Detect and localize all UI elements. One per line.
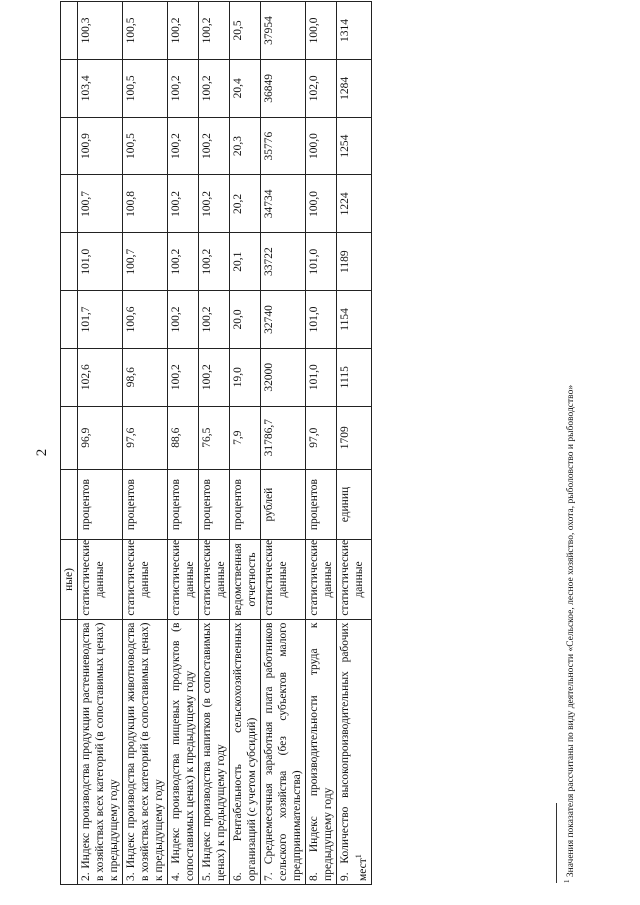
cell-value: 100,7: [78, 175, 123, 233]
cell-value: 100,7: [123, 233, 168, 291]
cell-source-fragment: ные): [61, 540, 78, 619]
cell-value: 100,8: [123, 175, 168, 233]
table-row: [261, 2, 306, 885]
cell-value: 20,5: [230, 2, 261, 60]
cell-value: 1254: [337, 117, 372, 175]
cell-empty: [61, 469, 78, 540]
cell-value: 100,5: [123, 59, 168, 117]
table-row: [306, 2, 337, 885]
cell-source: статистические данные: [261, 540, 306, 619]
cell-indicator: [123, 619, 168, 884]
cell-empty: [61, 233, 78, 291]
cell-value: 101,0: [78, 233, 123, 291]
cell-unit: процентов: [123, 469, 168, 540]
indicator-text: 6. Рентабельность сельскохозяйственных организаций (с учетом субсидий): [232, 622, 258, 881]
table-body: [61, 2, 372, 885]
cell-unit: единиц: [337, 469, 372, 540]
footnote-ref: 1: [354, 854, 363, 859]
indicator-text: 9. Количество высокопроизводительных рабочих мест: [339, 622, 369, 881]
cell-indicator: [168, 619, 199, 884]
cell-empty: [61, 175, 78, 233]
cell-value: 1314: [337, 2, 372, 60]
cell-source: ведомственная отчетность: [230, 540, 261, 619]
cell-unit: процентов: [168, 469, 199, 540]
cell-value: 1709: [337, 406, 372, 469]
footnote-mark: 1: [563, 879, 571, 883]
cell-value: 100,2: [199, 348, 230, 406]
cell-value: 100,5: [123, 2, 168, 60]
cell-value: 1224: [337, 175, 372, 233]
page-number: 2: [34, 448, 50, 457]
cell-value: 20,0: [230, 291, 261, 349]
cell-value: 100,2: [199, 117, 230, 175]
cell-value: 31786,7: [261, 406, 306, 469]
cell-value: 97,0: [306, 406, 337, 469]
indicator-text: 7. Среднемесячная заработная плата работников сельского хозяйства (без субъектов малого предпринимательства): [263, 622, 303, 881]
cell-value: 100,2: [168, 291, 199, 349]
cell-source: статистические данные: [199, 540, 230, 619]
indicator-text: 8. Индекс производительности труда к предыдущему году: [308, 622, 334, 881]
cell-empty: [61, 59, 78, 117]
cell-value: 100,2: [168, 59, 199, 117]
cell-value: 101,7: [78, 291, 123, 349]
cell-value: 100,2: [199, 59, 230, 117]
indicator-text: 5. Индекс производства напитков (в сопоставимых ценах) к предыдущему году: [201, 622, 227, 881]
cell-value: 100,3: [78, 2, 123, 60]
indicator-text: 4. Индекс производства пищевых продуктов (в сопоставимых ценах) к предыдущему году: [170, 622, 196, 881]
cell-empty: [61, 619, 78, 884]
cell-empty: [61, 117, 78, 175]
footnote: [561, 23, 577, 883]
cell-value: 76,5: [199, 406, 230, 469]
cell-value: 32740: [261, 291, 306, 349]
cell-value: 20,4: [230, 59, 261, 117]
cell-empty: [61, 348, 78, 406]
cell-value: 1154: [337, 291, 372, 349]
indicator-text: 3. Индекс производства продукции животноводства в хозяйствах всех категорий (в сопоставимых ценах) к предыдущему году: [125, 622, 165, 881]
footnote-divider: [556, 803, 557, 883]
cell-value: 35776: [261, 117, 306, 175]
indicators-table: [60, 1, 372, 885]
cell-indicator: [230, 619, 261, 884]
cell-indicator: [261, 619, 306, 884]
cell-value: 101,0: [306, 233, 337, 291]
cell-value: 32000: [261, 348, 306, 406]
cell-unit: процентов: [78, 469, 123, 540]
cell-source: статистические данные: [306, 540, 337, 619]
cell-indicator: [78, 619, 123, 884]
table-row: [123, 2, 168, 885]
cell-value: 100,0: [306, 117, 337, 175]
cell-value: 100,2: [168, 175, 199, 233]
cell-value: 100,2: [168, 233, 199, 291]
cell-value: 36849: [261, 59, 306, 117]
cell-indicator: [306, 619, 337, 884]
cell-empty: [61, 291, 78, 349]
cell-value: 103,4: [78, 59, 123, 117]
cell-value: 19,0: [230, 348, 261, 406]
cell-value: 100,2: [199, 175, 230, 233]
cell-value: 102,0: [306, 59, 337, 117]
cell-value: 1115: [337, 348, 372, 406]
cell-value: 100,2: [199, 2, 230, 60]
table-row-fragment: [61, 2, 78, 885]
cell-value: 1284: [337, 59, 372, 117]
cell-value: 101,0: [306, 348, 337, 406]
cell-indicator: [337, 619, 372, 884]
cell-value: 97,6: [123, 406, 168, 469]
cell-value: 96,9: [78, 406, 123, 469]
cell-value: 100,2: [168, 348, 199, 406]
footnote-text: Значения показателя рассчитаны по виду деятельности «Сельское, лесное хозяйство, охота, рыболовство и рыбоводство»: [566, 384, 577, 878]
cell-value: 100,6: [123, 291, 168, 349]
cell-unit: процентов: [199, 469, 230, 540]
cell-source: статистические данные: [168, 540, 199, 619]
cell-source: статистические данные: [78, 540, 123, 619]
cell-value: 101,0: [306, 291, 337, 349]
cell-value: 98,6: [123, 348, 168, 406]
cell-value: 20,2: [230, 175, 261, 233]
cell-empty: [61, 406, 78, 469]
table-row: [337, 2, 372, 885]
cell-value: 100,2: [168, 2, 199, 60]
indicator-text: 2. Индекс производства продукции растениеводства в хозяйствах всех категорий (в сопоставимых ценах) к предыдущему году: [80, 622, 120, 881]
cell-unit: процентов: [230, 469, 261, 540]
table-row: [168, 2, 199, 885]
cell-source: статистические данные: [337, 540, 372, 619]
cell-value: 102,6: [78, 348, 123, 406]
table-row: [78, 2, 123, 885]
cell-value: 100,2: [199, 291, 230, 349]
cell-value: 34734: [261, 175, 306, 233]
cell-unit: процентов: [306, 469, 337, 540]
cell-value: 100,2: [199, 233, 230, 291]
cell-value: 100,2: [168, 117, 199, 175]
cell-value: 20,3: [230, 117, 261, 175]
cell-unit: рублей: [261, 469, 306, 540]
cell-value: 7,9: [230, 406, 261, 469]
cell-value: 100,0: [306, 175, 337, 233]
cell-value: 1189: [337, 233, 372, 291]
cell-source: статистические данные: [123, 540, 168, 619]
table-row: [199, 2, 230, 885]
cell-value: 100,0: [306, 2, 337, 60]
cell-empty: [61, 2, 78, 60]
cell-value: 37954: [261, 2, 306, 60]
cell-value: 100,9: [78, 117, 123, 175]
cell-indicator: [199, 619, 230, 884]
table-row: [230, 2, 261, 885]
cell-value: 100,5: [123, 117, 168, 175]
cell-value: 88,6: [168, 406, 199, 469]
cell-value: 20,1: [230, 233, 261, 291]
cell-value: 33722: [261, 233, 306, 291]
